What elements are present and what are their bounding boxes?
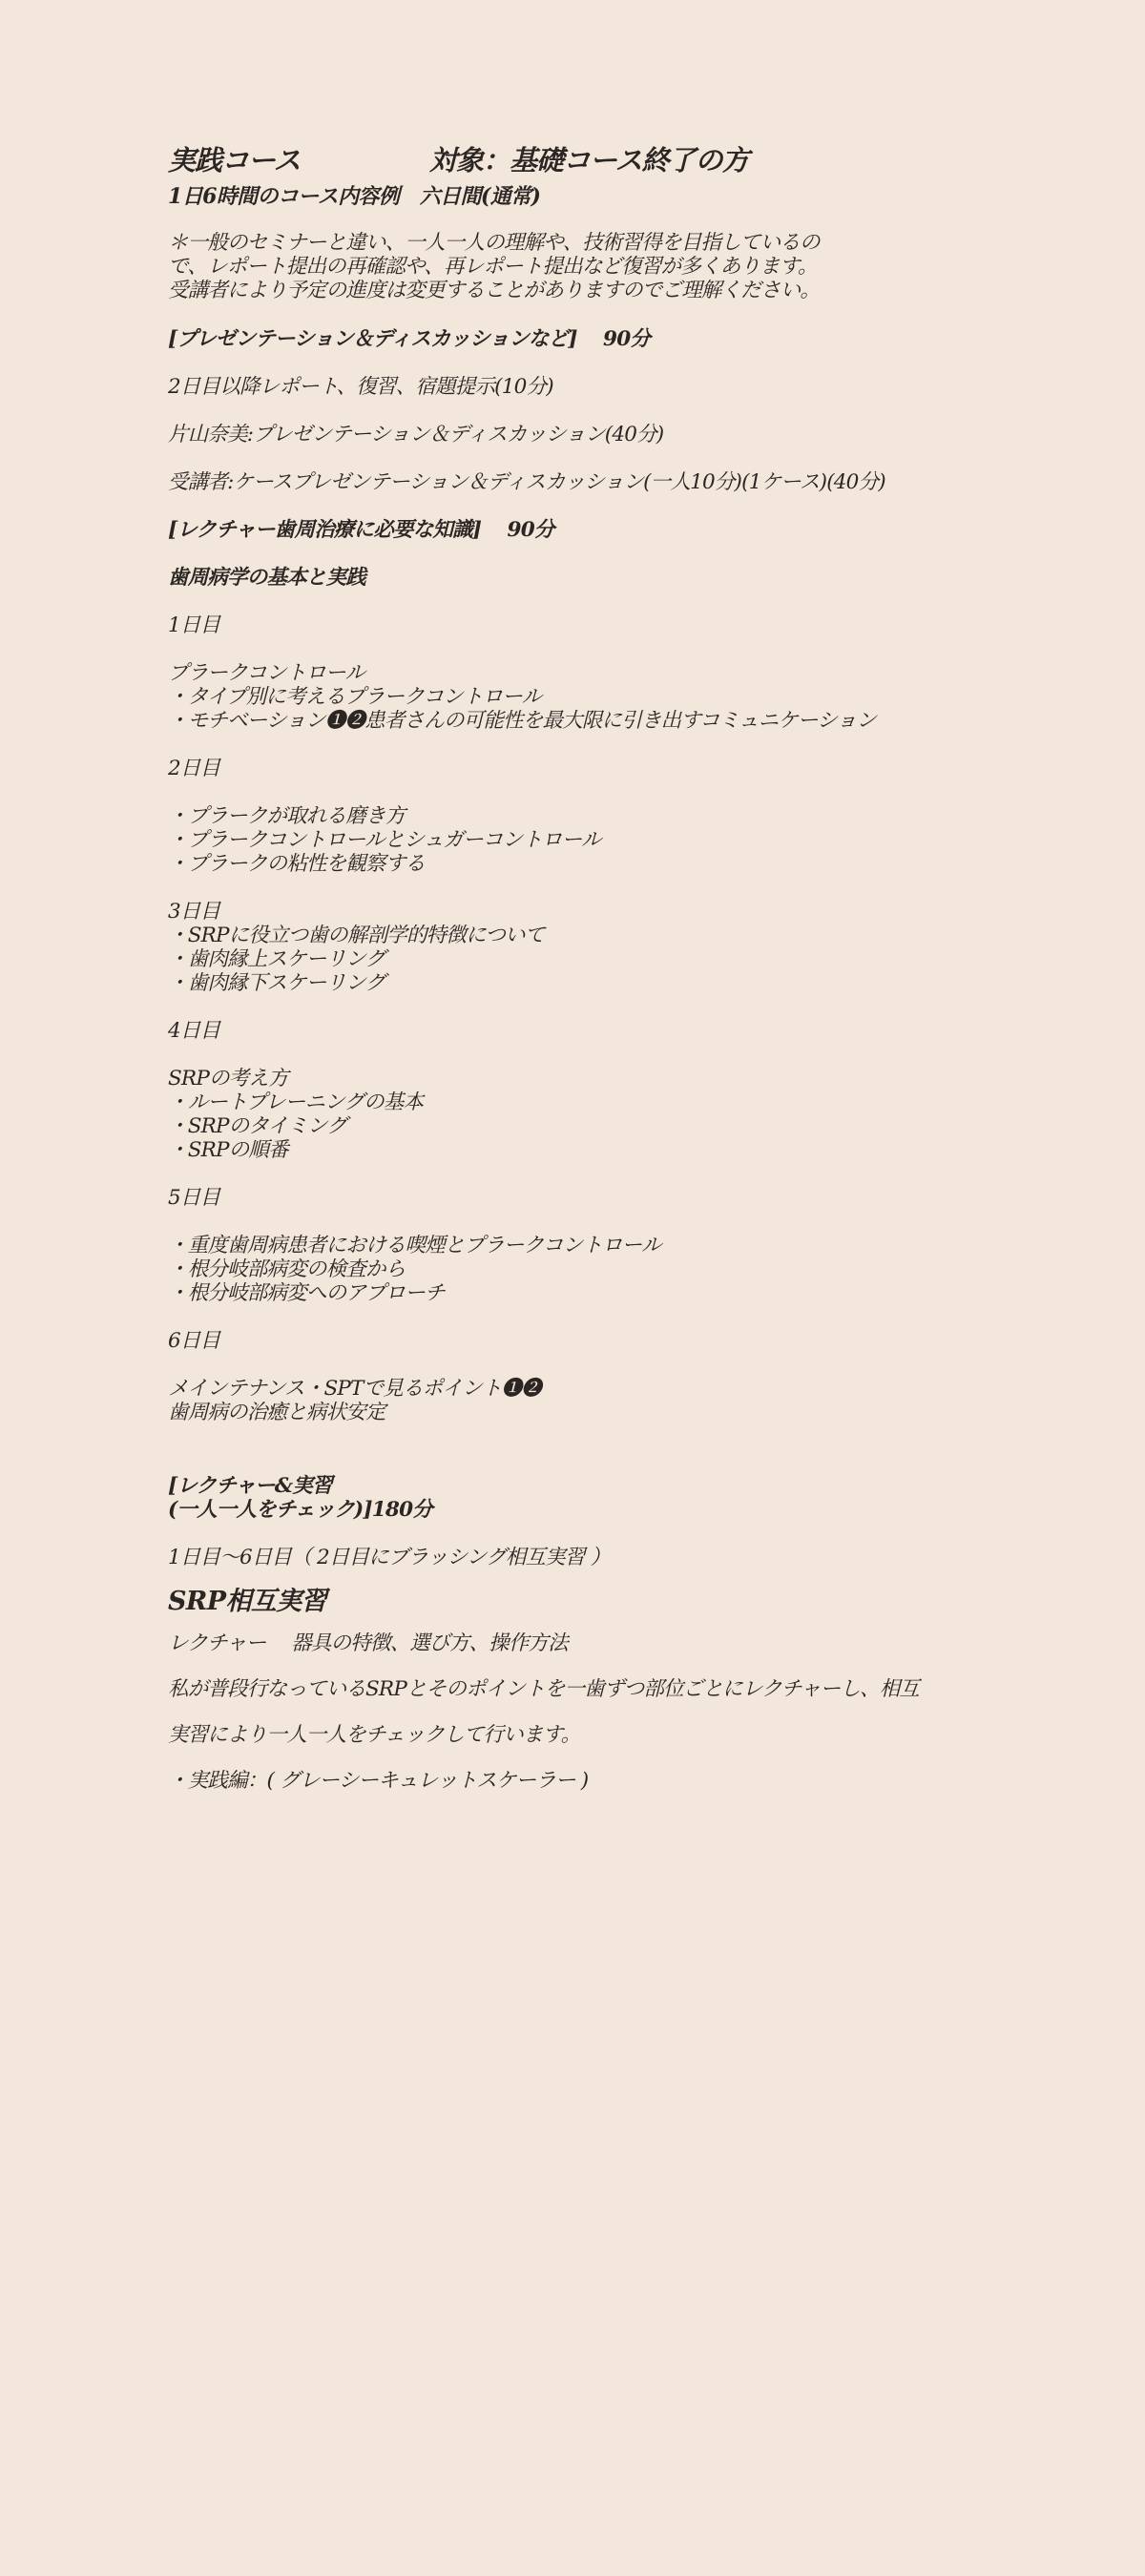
day5-item: ・根分岐部病変の検査から: [168, 1257, 406, 1281]
day4-item: ・SRPのタイミング: [168, 1114, 347, 1138]
lecture-heading: [レクチャー歯周治療に必要な知識] 90分: [168, 518, 554, 542]
day-label: 6日目: [168, 1329, 220, 1353]
day4-item: ・SRPの順番: [168, 1138, 288, 1162]
day1-item: ・モチベーション❶❷患者さんの可能性を最大限に引き出すコミュニケーション: [168, 709, 876, 733]
practice-schedule: 1日目～6日目（ 2日目にブラッシング相互実習 ）: [168, 1546, 611, 1569]
day2-item: ・プラークが取れる磨き方: [168, 804, 406, 828]
practice-heading: [レクチャー&実習: [168, 1474, 332, 1498]
srp-description: 私が普段行なっているSRPとそのポイントを一歯ずつ部位ごとにレクチャーし、相互: [168, 1677, 920, 1701]
day-label: 2日目: [168, 757, 220, 780]
srp-lecture-line: レクチャー 器具の特徴、選び方、操作方法: [168, 1631, 568, 1655]
day-label: 1日目: [168, 613, 220, 637]
day3-item: ・SRPに役立つ歯の解剖学的特徴について: [168, 924, 545, 947]
day1-item: プラークコントロール: [168, 661, 365, 685]
presentation-heading: [プレゼンテーション＆ディスカッションなど] 90分: [168, 327, 651, 351]
day4-item: ・ルートプレーニングの基本: [168, 1091, 424, 1114]
intro-line: で、レポート提出の再確認や、再レポート提出など復習が多くあります。: [168, 255, 818, 279]
day6-item: メインテナンス・SPTで見るポイント❶❷: [168, 1377, 541, 1401]
day3-item: ・歯肉縁上スケーリング: [168, 947, 385, 971]
day3-item: ・歯肉縁下スケーリング: [168, 971, 385, 995]
srp-title: SRP相互実習: [168, 1587, 327, 1616]
course-subtitle: 1日6時間のコース内容例 六日間(通常): [168, 184, 541, 209]
day2-item: ・プラークコントロールとシュガーコントロール: [168, 828, 601, 852]
course-document: [168, 141, 1027, 1804]
presentation-item: 片山奈美:プレゼンテーション＆ディスカッション(40分): [168, 423, 664, 447]
intro-line: ＊一般のセミナーと違い、一人一人の理解や、技術習得を目指しているの: [168, 231, 820, 255]
course-name: 実践コース: [168, 144, 301, 177]
day1-item: ・タイプ別に考えるプラークコントロール: [168, 685, 542, 709]
day5-item: ・重度歯周病患者における喫煙とプラークコントロール: [168, 1234, 661, 1257]
presentation-item: 受講者:ケースプレゼンテーション＆ディスカッション(一人10分)(1ケース)(40分): [168, 470, 885, 494]
day4-item: SRPの考え方: [168, 1067, 288, 1091]
intro-line: 受講者により予定の進度は変更することがありますのでご理解ください。: [168, 279, 821, 302]
day-label: 4日目: [168, 1019, 220, 1043]
presentation-item: 2日目以降レポート、復習、宿題提示(10分): [168, 375, 553, 399]
day6-item: 歯周病の治癒と病状安定: [168, 1401, 385, 1424]
srp-description: 実習により一人一人をチェックして行います。: [168, 1723, 581, 1747]
day2-item: ・プラークの粘性を観察する: [168, 852, 426, 876]
day3-item: 3日目: [168, 900, 220, 924]
course-title-row: [168, 141, 1027, 179]
day5-item: ・根分岐部病変へのアプローチ: [168, 1281, 445, 1305]
srp-practice-line: ・実践編：( グレーシーキュレットスケーラー ): [168, 1769, 589, 1793]
day-label: 5日目: [168, 1186, 220, 1210]
lecture-topic: 歯周病学の基本と実践: [168, 566, 366, 590]
course-target: 対象：基礎コース終了の方: [429, 144, 749, 177]
practice-heading: (一人一人をチェック)]180分: [168, 1498, 432, 1522]
